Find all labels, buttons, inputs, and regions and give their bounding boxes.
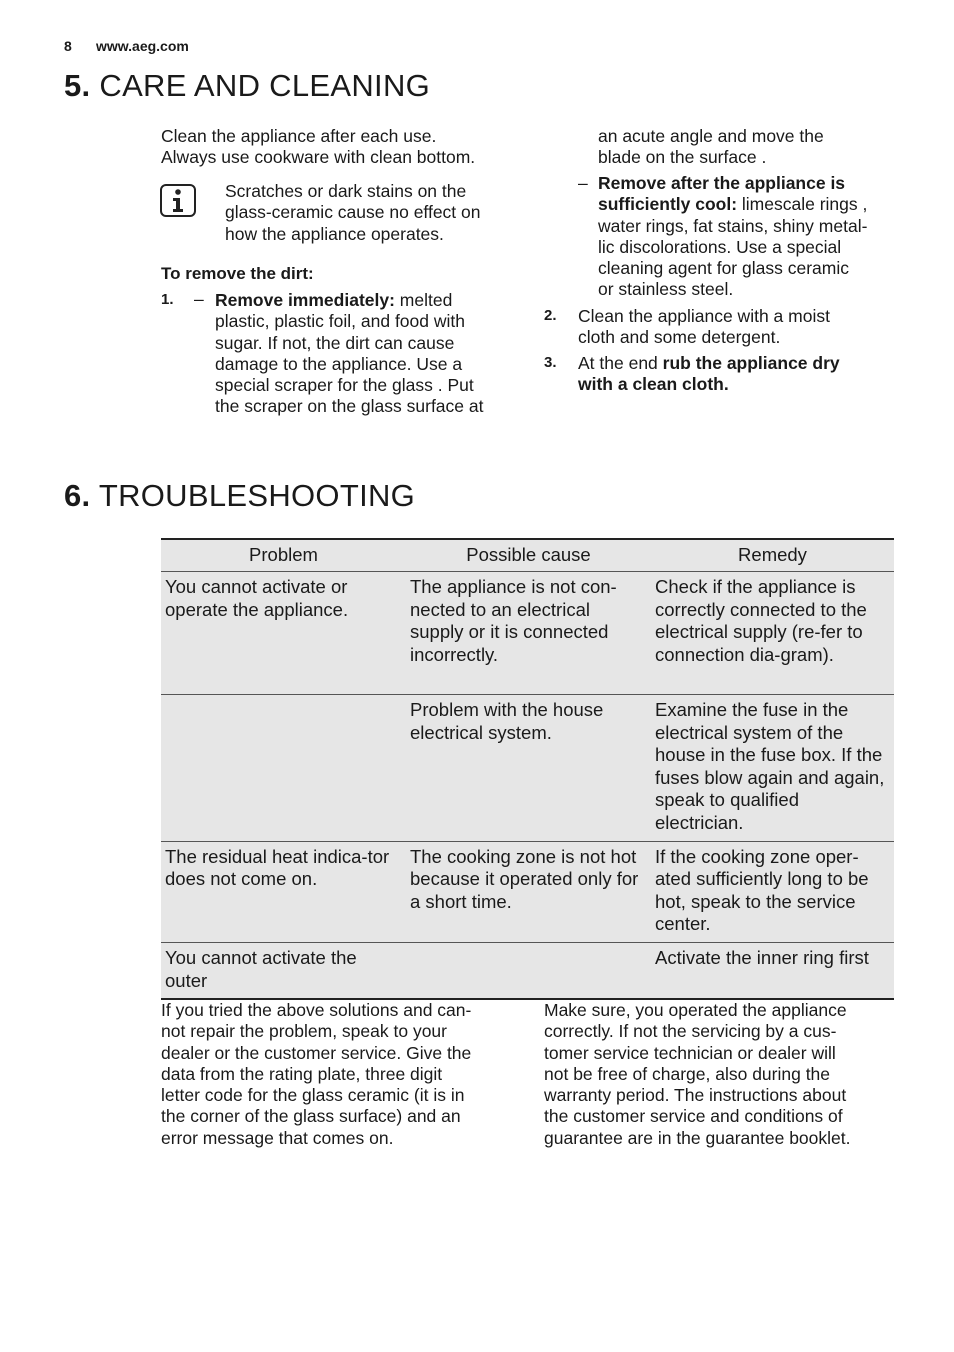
note-line: not repair the problem, speak to your [161,1021,447,1042]
step3-plain: At the end [578,353,663,373]
dash-bullet: – [194,289,204,309]
note-line: not be free of charge, also during the [544,1063,831,1084]
info-line: glass-ceramic cause no effect on [225,202,481,223]
cell-cause: The cooking zone is not hot because it operated only for a short time. [406,841,651,942]
troubleshooting-table [161,538,894,1000]
sub2-line: cleaning agent for glass ceramic [598,258,849,279]
step-number: 2. [544,307,557,324]
column-header-cause: Possible cause [406,539,651,572]
intro-line: Clean the appliance after each use. [161,126,437,146]
page-number: 8 [64,38,72,54]
table-header-row [161,539,894,572]
cell-remedy: Check if the appliance is correctly connected to the electrical supply (re-fer to connection dia-gram). [651,572,894,695]
note-line: guarantee are in the guarantee booklet. [544,1127,851,1148]
cell-cause: The appliance is not con-nected to an electrical supply or it is connected incorrectly. [406,572,651,695]
cell-problem: You cannot activate or operate the appliance. [161,572,406,695]
step1-bold: Remove immediately: [215,290,395,310]
step2-line: Clean the appliance with a moist [578,306,830,326]
cell-cause: Problem with the house electrical system. [406,695,651,842]
section-number: 6. [64,478,91,513]
cell-remedy: If the cooking zone oper-ated sufficiently long to be hot, speak to the service center. [651,841,894,942]
note-line: the corner of the glass surface) and an [161,1106,461,1127]
step1-first: melted [394,290,453,310]
note-line: correctly. If not the servicing by a cus- [544,1021,837,1042]
sub-step-cool [598,173,898,301]
dash-bullet: – [578,173,588,193]
column-header-problem: Problem [161,539,406,572]
website-url: www.aeg.com [96,38,189,54]
section-title: TROUBLESHOOTING [98,478,416,513]
note-line: letter code for the glass ceramic (it is in [161,1085,465,1106]
step1-text [215,290,515,418]
note-line: dealer or the customer service. Give the [161,1042,472,1063]
sub2-first: limescale rings , [737,194,868,215]
note-left [161,1000,471,1149]
step1-line: damage to the appliance. Use a [215,353,463,374]
cell-remedy: Activate the inner ring first [651,942,894,999]
step2-text [578,306,830,349]
note-line: Make sure, you operated the appliance [544,1000,847,1020]
section-heading-care [64,68,430,104]
note-line: If you tried the above solutions and can- [161,1000,472,1020]
table-row [161,572,894,695]
step1-cont-line: an acute angle and move the [598,126,824,146]
table-row [161,942,894,999]
care-intro [161,126,475,169]
sub2-line: or stainless steel. [598,279,734,300]
info-line: how the appliance operates. [225,223,444,244]
note-line: warranty period. The instructions about [544,1085,847,1106]
step3-text [578,353,840,396]
info-note [225,181,481,245]
step-number: 1. [161,291,174,308]
step2-line: cloth and some detergent. [578,327,781,348]
note-line: error message that comes on. [161,1127,394,1148]
note-line: data from the rating plate, three digit [161,1063,443,1084]
table-row [161,695,894,842]
note-line: the customer service and conditions of [544,1106,843,1127]
info-icon [160,184,196,217]
sub2-bold: Remove after the appliance is [598,173,846,193]
cell-problem [161,695,406,842]
step1-line: plastic, plastic foil, and food with [215,311,465,332]
sub2-bold: sufficiently cool: [598,194,738,215]
info-line: Scratches or dark stains on the [225,181,467,201]
table-row [161,841,894,942]
note-right [544,1000,850,1149]
step1-line: special scraper for the glass . Put [215,375,474,396]
step1-line: the scraper on the glass surface at [215,396,484,417]
intro-line: Always use cookware with clean bottom. [161,147,476,168]
cell-cause [406,942,651,999]
step1-cont-line: blade on the surface . [598,147,767,168]
column-header-remedy: Remedy [651,539,894,572]
step3-bold: rub the appliance dry [662,353,840,373]
step1-line: sugar. If not, the dirt can cause [215,332,455,353]
section-heading-troubleshooting [64,478,415,514]
cell-problem: You cannot activate the outer [161,942,406,999]
sub2-line: lic discolorations. Use a special [598,236,842,257]
note-line: tomer service technician or dealer will [544,1042,836,1063]
sub2-line: water rings, fat stains, shiny metal- [598,215,868,236]
cell-remedy: Examine the fuse in the electrical system of the house in the fuse box. If the fuses blow again and again, speak to qualified electrician. [651,695,894,842]
section-number: 5. [64,68,91,103]
section-title: CARE AND CLEANING [99,68,431,103]
remove-dirt-heading: To remove the dirt: [161,264,314,283]
step3-bold: with a clean cloth. [578,374,729,395]
cell-problem: The residual heat indica-tor does not come on. [161,841,406,942]
step-number: 3. [544,354,557,371]
step1-continued [598,126,824,169]
